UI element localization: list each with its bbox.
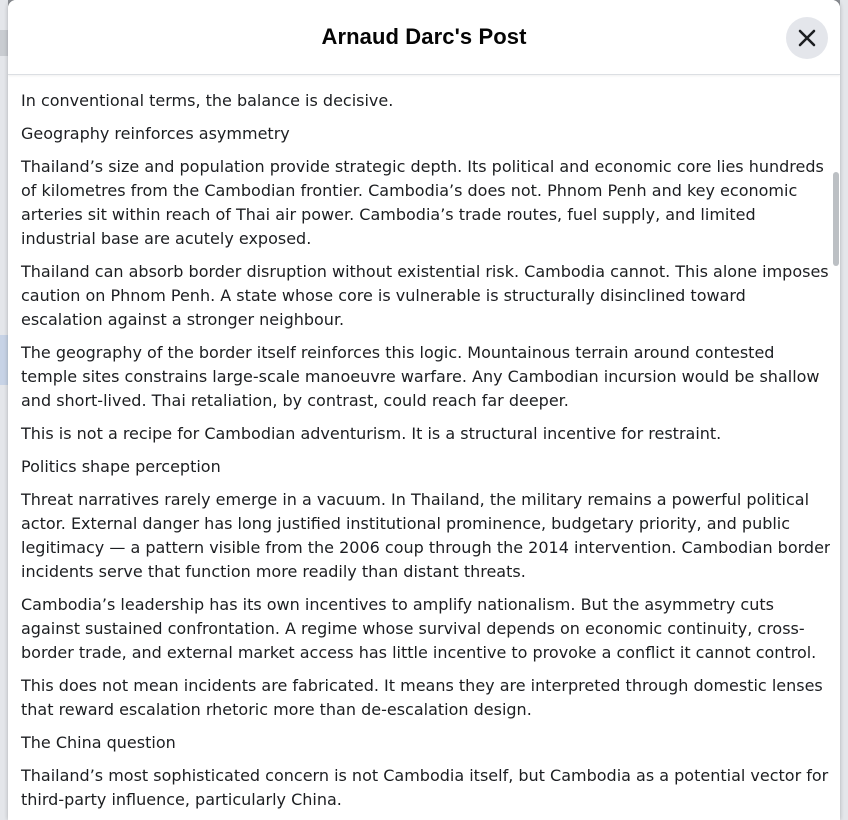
post-paragraph: Cambodia’s leadership has its own incentives to amplify nationalism. But the asymmetry cuts against sustained confrontation. A regime whose survival depends on economic continuity, cross-border trade, and external market access has little incentive to provoke a conflict it cannot control. xyxy=(21,595,817,662)
section-heading: Politics shape perception xyxy=(21,457,221,476)
post-paragraph: Threat narratives rarely emerge in a vacuum. In Thailand, the military remains a powerful political actor. External danger has long justified institutional prominence, budgetary priority, and public legitimacy — a pattern visible from the 2006 coup through the 2014 intervention. Cambodian border incidents serve that function more readily than distant threats. xyxy=(21,490,830,581)
close-icon xyxy=(797,28,817,48)
post-body xyxy=(8,75,830,820)
post-dialog xyxy=(8,0,840,820)
post-paragraph: In conventional terms, the balance is decisive. xyxy=(21,91,394,110)
post-text xyxy=(21,89,830,820)
post-paragraph: The geography of the border itself reinforces this logic. Mountainous terrain around contested temple sites constrains large-scale manoeuvre warfare. Any Cambodian incursion would be shallow and short-lived. Thai retaliation, by contrast, could reach far deeper. xyxy=(21,343,820,410)
background-fragment xyxy=(0,30,8,56)
scrollbar-thumb[interactable] xyxy=(833,172,839,266)
scrollbar[interactable] xyxy=(832,74,840,820)
dialog-title: Arnaud Darc's Post xyxy=(321,24,527,49)
background-page-left xyxy=(0,0,8,820)
post-paragraph: Thailand’s size and population provide strategic depth. Its political and economic core lies hundreds of kilometres from the Cambodian frontier. Cambodia’s does not. Phnom Penh and key economic arteries sit within reach of Thai air power. Cambodia’s trade routes, fuel supply, and limited industrial base are acutely exposed. xyxy=(21,157,824,248)
dialog-header xyxy=(8,0,840,75)
background-fragment xyxy=(0,335,8,385)
section-heading: Geography reinforces asymmetry xyxy=(21,124,290,143)
post-paragraph: This does not mean incidents are fabricated. It means they are interpreted through domestic lenses that reward escalation rhetoric more than de-escalation design. xyxy=(21,676,823,719)
background-page-right xyxy=(840,0,848,820)
close-button[interactable] xyxy=(786,17,828,59)
post-paragraph: This is not a recipe for Cambodian adventurism. It is a structural incentive for restraint. xyxy=(21,424,722,443)
post-paragraph: Thailand’s most sophisticated concern is not Cambodia itself, but Cambodia as a potential vector for third-party influence, particularly China. xyxy=(21,766,829,809)
post-paragraph: Thailand can absorb border disruption without existential risk. Cambodia cannot. This alone imposes caution on Phnom Penh. A state whose core is vulnerable is structurally disinclined toward escalation against a stronger neighbour. xyxy=(21,262,829,329)
section-heading: The China question xyxy=(21,733,176,752)
